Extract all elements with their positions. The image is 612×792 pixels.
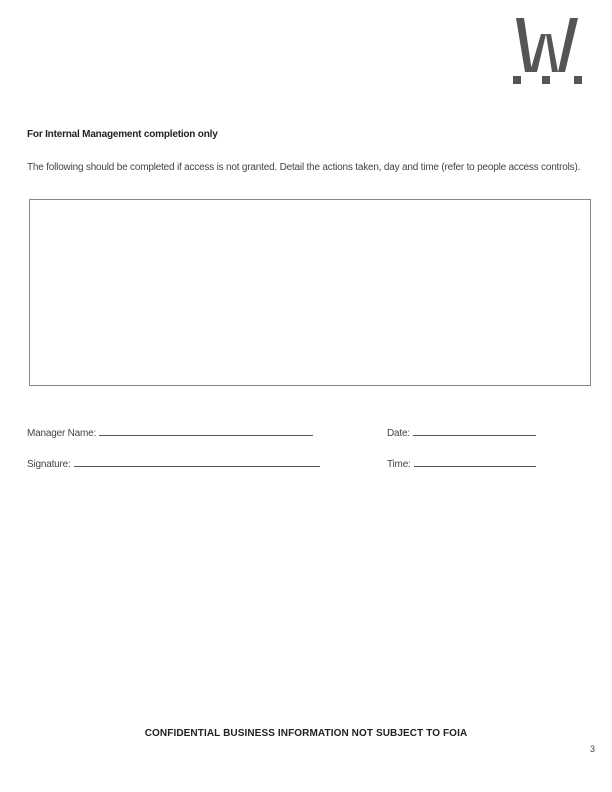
manager-name-line[interactable] (99, 426, 313, 436)
instructions-text: The following should be completed if access is not granted. Detail the actions taken, day and time (refer to people access controls). (27, 162, 581, 173)
signature-label: Signature: (27, 459, 71, 470)
confidential-footer: CONFIDENTIAL BUSINESS INFORMATION NOT SUBJECT TO FOIA (144, 728, 468, 739)
w-logo-icon (512, 14, 584, 86)
time-label: Time: (387, 459, 411, 470)
page-number: 3 (590, 744, 596, 754)
section-heading: For Internal Management completion only (27, 129, 218, 140)
time-field[interactable] (387, 457, 536, 470)
signature-field[interactable] (27, 457, 320, 470)
date-field[interactable] (387, 426, 536, 439)
date-label: Date: (387, 428, 410, 439)
manager-name-field[interactable] (27, 426, 313, 439)
time-line[interactable] (414, 457, 536, 467)
date-line[interactable] (413, 426, 536, 436)
actions-notes-box[interactable] (29, 199, 591, 386)
signature-line[interactable] (74, 457, 320, 467)
manager-name-label: Manager Name: (27, 428, 97, 439)
